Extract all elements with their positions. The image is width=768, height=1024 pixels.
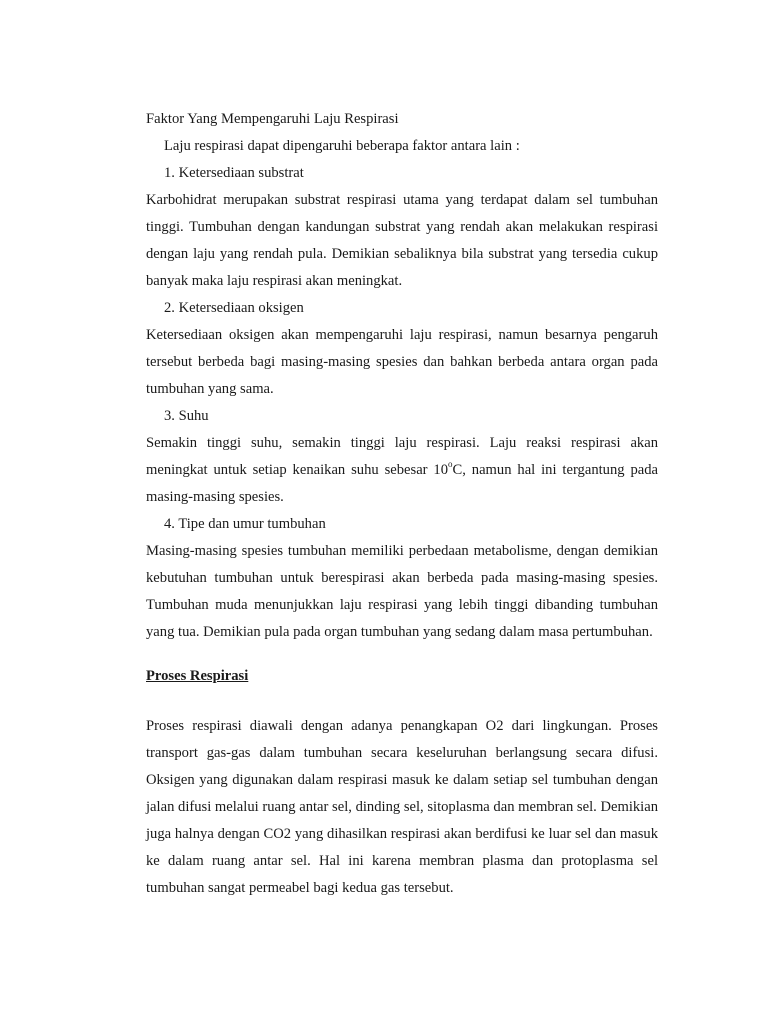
factor-body-tipe-umur: Masing-masing spesies tumbuhan memiliki perbedaan metabolisme, dengan demikian kebutuhan tumbuhan untuk berespirasi akan berbeda pada masing-masing spesies. Tumbuhan muda menunjukkan laju respirasi yang lebih tinggi dibanding tumbuhan yang tua. Demikian pula pada organ tumbuhan yang sedang dalam masa pertumbuhan.	[146, 543, 658, 640]
factor-heading-substrat: 1. Ketersediaan substrat	[164, 165, 304, 181]
section-body-proses-respirasi: Proses respirasi diawali dengan adanya penangkapan O2 dari lingkungan. Proses transport gas-gas dalam tumbuhan secara keseluruhan berlangsung secara difusi. Oksigen yang digunakan dalam respirasi masuk ke dalam setiap sel tumbuhan dengan jalan difusi melalui ruang antar sel, dinding sel, sitoplasma dan membran sel. Demikian juga halnya dengan CO2 yang dihasilkan respirasi akan berdifusi ke luar sel dan masuk ke dalam ruang antar sel. Hal ini karena membran plasma dan protoplasma sel tumbuhan sangat permeabel bagi kedua gas tersebut.	[146, 718, 658, 896]
factor-heading-oksigen: 2. Ketersediaan oksigen	[164, 300, 304, 316]
document-content	[146, 106, 658, 902]
document-title: Faktor Yang Mempengaruhi Laju Respirasi	[146, 111, 399, 127]
factor-body-suhu	[146, 430, 658, 511]
factor-heading-tipe-umur: 4. Tipe dan umur tumbuhan	[164, 516, 326, 532]
intro-text: Laju respirasi dapat dipengaruhi beberapa faktor antara lain :	[164, 138, 520, 154]
suhu-text-after: C, namun hal ini tergantung pada masing-masing spesies.	[146, 462, 658, 505]
suhu-text-before: Semakin tinggi suhu, semakin tinggi laju respirasi. Laju reaksi respirasi akan meningkat untuk setiap kenaikan suhu sebesar 10	[146, 435, 658, 478]
section-title-proses-respirasi: Proses Respirasi	[146, 668, 249, 684]
factor-body-oksigen: Ketersediaan oksigen akan mempengaruhi laju respirasi, namun besarnya pengaruh tersebut berbeda bagi masing-masing spesies dan bahkan berbeda antara organ pada tumbuhan yang sama.	[146, 327, 658, 397]
factor-heading-suhu: 3. Suhu	[164, 408, 209, 424]
degree-superscript: o	[448, 459, 453, 470]
factor-body-substrat: Karbohidrat merupakan substrat respirasi utama yang terdapat dalam sel tumbuhan tinggi. Tumbuhan dengan kandungan substrat yang rendah akan melakukan respirasi dengan laju yang rendah pula. Demikian sebaliknya bila substrat yang tersedia cukup banyak maka laju respirasi akan meningkat.	[146, 192, 658, 289]
